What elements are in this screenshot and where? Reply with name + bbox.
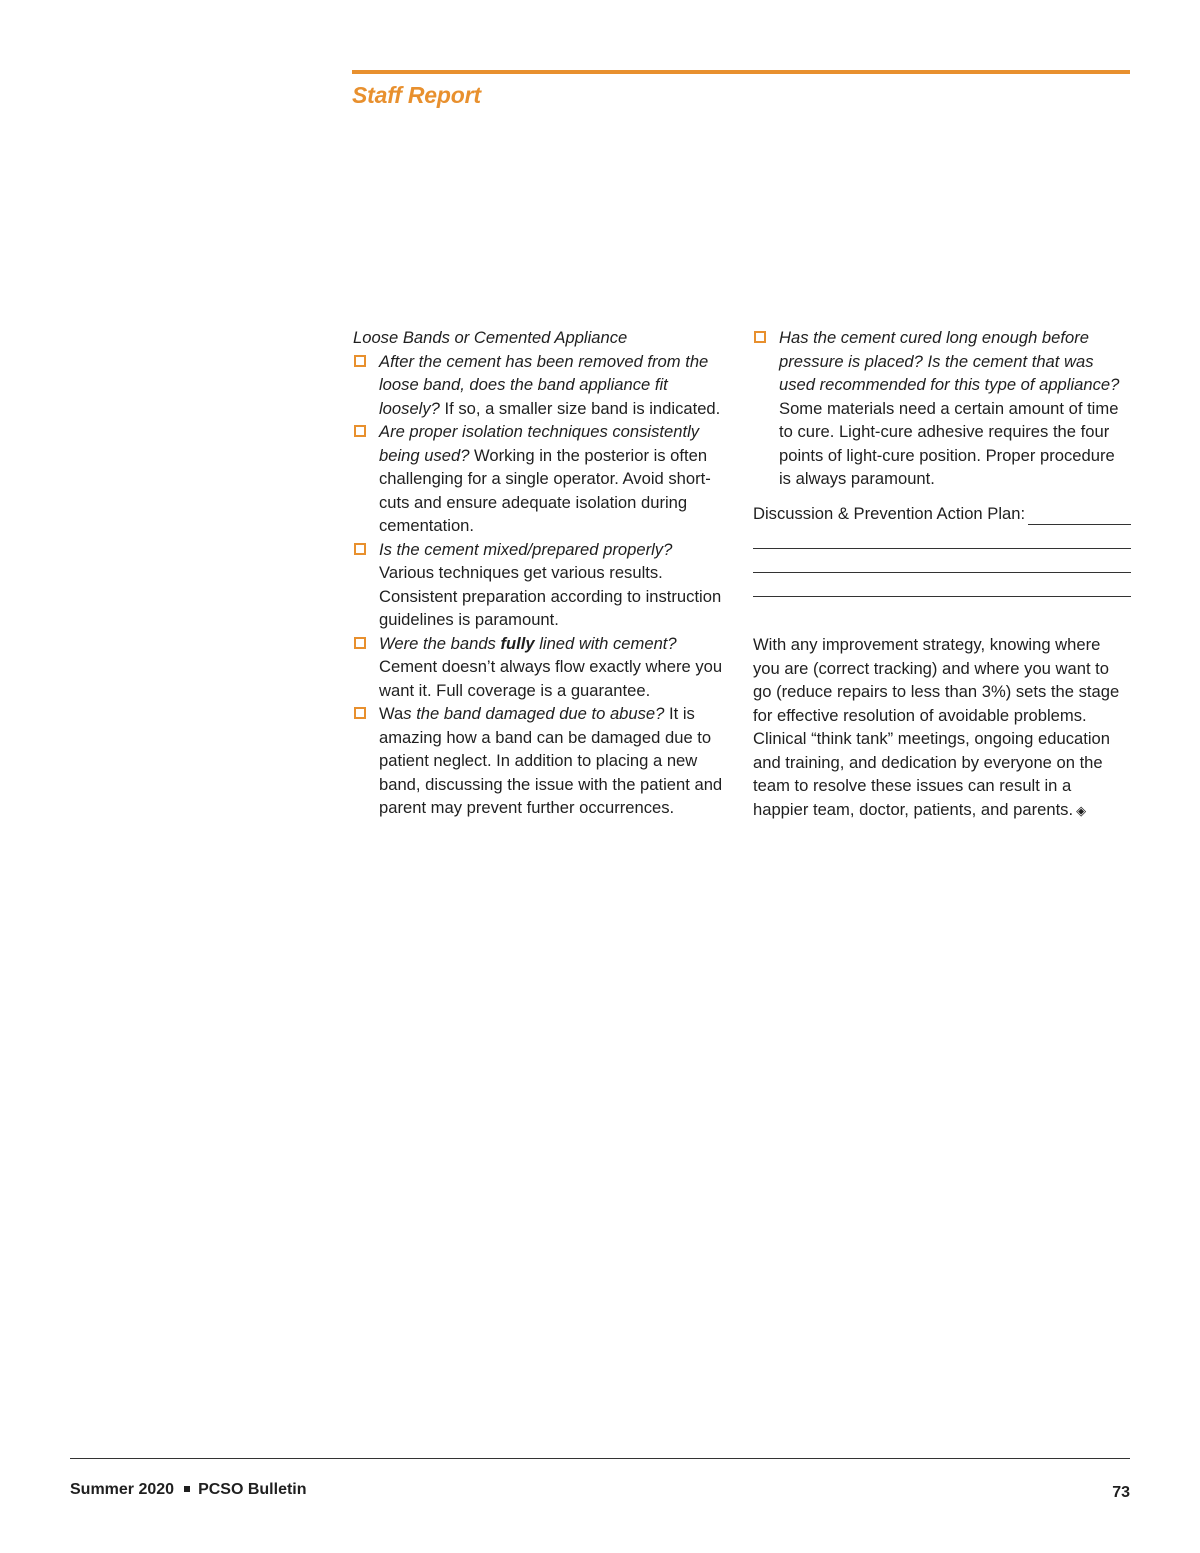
action-plan: [753, 502, 1131, 598]
write-in-line[interactable]: [753, 573, 1131, 597]
item-question: After the cement has been removed from the loose band, does the band appliance fit loosely?: [379, 351, 709, 418]
checkbox-icon: [354, 637, 366, 649]
checkbox-icon: [354, 543, 366, 555]
item-question: Has the cement cured long enough before pressure is placed? Is the cement that was used recommended for this type of appliance?: [779, 328, 1120, 394]
item-question-start: Were the bands: [379, 633, 501, 653]
closing-paragraph: [753, 633, 1131, 822]
footer-publication: PCSO Bulletin: [198, 1481, 307, 1498]
footer-issue: [70, 1481, 307, 1499]
item-answer: Various techniques get various results. Consistent preparation according to instruction guidelines is paramount.: [379, 563, 722, 629]
item-question: Is the cement mixed/prepared properly?: [379, 539, 673, 559]
item-question-end: lined with cement?: [534, 633, 677, 653]
action-plan-label: Discussion & Prevention Action Plan:: [753, 503, 1026, 523]
checklist-item: [353, 350, 728, 421]
item-answer: If so, a smaller size band is indicated.: [439, 398, 721, 418]
item-answer: It is amazing how a band can be damaged due to patient neglect. In addition to placing a new band, discussing the issue with the patient and parent may prevent further occurrences.: [379, 704, 723, 817]
checklist-right: [753, 326, 1131, 491]
item-answer: Cement doesn’t always flow exactly where you want it. Full coverage is a guarantee.: [379, 657, 723, 700]
checklist-item: [353, 538, 728, 632]
item-question-emphasis: fully: [500, 633, 535, 653]
checklist-item: [353, 632, 728, 703]
footer-rule: [70, 1458, 1130, 1459]
write-in-line[interactable]: [753, 549, 1131, 573]
checklist-item: [353, 420, 728, 538]
section-title: Staff Report: [352, 82, 481, 108]
write-in-line[interactable]: [1028, 507, 1131, 525]
item-question: Are proper isolation techniques consistently being used?: [379, 422, 700, 465]
header-rule: [352, 70, 1130, 74]
checkbox-icon: [754, 331, 766, 343]
item-question-lead: Wa: [379, 704, 404, 723]
write-in-line[interactable]: [753, 525, 1131, 549]
action-plan-first-line: [753, 502, 1131, 526]
subhead: Loose Bands or Cemented Appliance: [353, 328, 628, 347]
checkbox-icon: [354, 707, 366, 719]
right-column: [753, 326, 1131, 822]
item-answer: Some materials need a certain amount of time to cure. Light-cure adhesive requires the four points of light-cure position. Proper procedure is always paramount.: [779, 398, 1119, 488]
item-question: s the band damaged due to abuse?: [403, 704, 665, 723]
square-bullet-icon: [184, 1486, 190, 1492]
diamond-end-mark-icon: ◈: [1076, 802, 1087, 818]
checkbox-icon: [354, 355, 366, 367]
checkbox-icon: [354, 425, 366, 437]
page-number: 73: [1112, 1484, 1130, 1501]
closing-text: With any improvement strategy, knowing where you are (correct tracking) and where you want to go (reduce repairs to less than 3%) sets the stage for effective resolution of avoidable problems. Clinical “think tank” meetings, ongoing education and training, and dedication by everyone on the team to resolve these issues can result in a happier team, doctor, patients, and parents.: [753, 635, 1120, 819]
left-column: [353, 326, 728, 820]
footer-issue-date: Summer 2020: [70, 1481, 175, 1498]
checklist-item: [353, 702, 728, 820]
checklist-left: [353, 350, 728, 820]
item-answer: Working in the posterior is often challenging for a single operator. Avoid short-cuts and ensure adequate isolation during cementation.: [379, 445, 711, 535]
checklist-item: [753, 326, 1131, 491]
